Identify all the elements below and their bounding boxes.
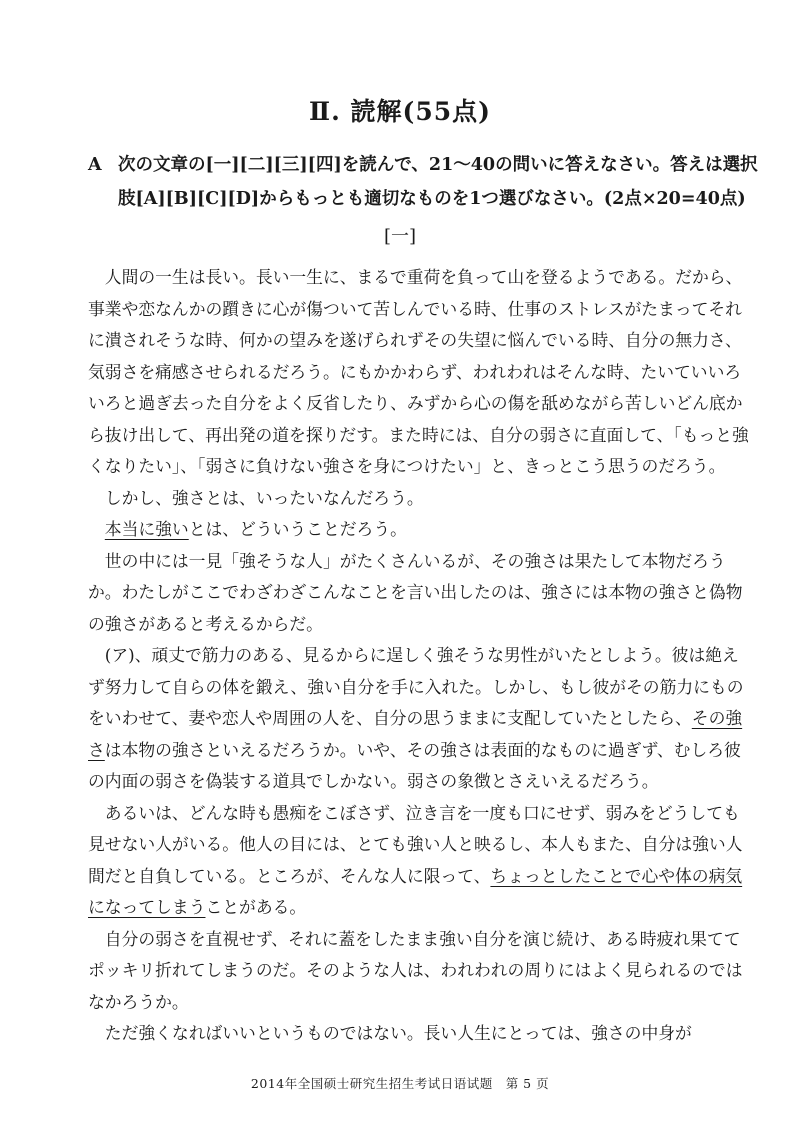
paragraph-2: しかし、強さとは、いったいなんだろう。 <box>104 487 424 508</box>
paragraph-7: 自分の弱さを直視せず、それに蓋をしたまま強い自分を演じ続け、ある時疲れ果ててポッキリ折れてしまうのだ。そのような人は、われわれの周りにはよく見られるのではなかろうか。 <box>88 928 743 1012</box>
paragraph-6-part-a: あるいは、どんな時も愚痴をこぼさず、泣き言を一度も口にせず、弱みをどうしても見せない人がいる。他人の目には、とても強い人と映るし、本人もまた、自分は強い人間だと自負している。ところが、そんな人に限って、 <box>88 802 743 886</box>
paragraph-5-part-b: は本物の強さといえるだろうか。いや、その強さは表面的なものに過ぎず、むしろ彼の内面の弱さを偽装する道具でしかない。弱さの象徴とさえいえるだろう。 <box>88 739 741 791</box>
paragraph-3-rest: とは、どういうことだろう。 <box>188 519 407 539</box>
underlined-phrase-2: その強さ <box>88 708 743 760</box>
paragraph-6 <box>88 798 750 924</box>
instruction-line-2: 肢[A][B][C][D]からもっとも適切なものを1つ選びなさい。(2点×20=40点) <box>118 189 746 209</box>
paragraph-8: ただ強くなればいいというものではない。長い人生にとっては、強さの中身が <box>104 1023 692 1043</box>
passage-marker: [一] <box>383 226 417 247</box>
underlined-phrase-3: ちょっとしたことで心や体の病気になってしまう <box>88 865 743 917</box>
section-title: Ⅱ. 読解(55点) <box>309 97 491 126</box>
paragraph-4: 世の中には一見「強そうな人」がたくさんいるが、その強さは果たして本物だろうか。わたしがここでわざわざこんなことを言い出したのは、強さには本物の強さと偽物の強さがあると考えるからだ。 <box>88 550 743 634</box>
paragraph-6-part-b: ことがある。 <box>205 897 307 917</box>
instruction-line-1: 次の文章の[一][二][三][四]を読んで、21～40の問いに答えなさい。答えは選択 <box>118 155 758 175</box>
paragraph-5-part-a: (ア)、頑丈で筋力のある、見るからに逞しく強そうな男性がいたとしよう。彼は絶えず努力して自らの体を鍛え、強い自分を手に入れた。しかし、もし彼がその筋力にものをいわせて、妻や恋人や周囲の人を、自分の思うままに支配していたとしたら、 <box>88 645 744 728</box>
paragraph-1: 人間の一生は長い。長い一生に、まるで重荷を負って山を登るようである。だから、事業や恋なんかの躓きに心が傷ついて苦しんでいる時、仕事のストレスがたまってそれに潰されそうな時、何かの望みを遂げられずその失望に悩んでいる時、自分の無力さ、気弱さを痛感させられるだろう。にもかかわらず、われわれはそんな時、たいていいろいろと過ぎ去った自分をよく反省したり、みずから心の傷を舐めながら苦しいどん底から抜け出して、再出発の道を探りだす。また時には、自分の弱さに直面して、「もっと強くなりたい」、「弱さに負けない強さを身につけたい」と、きっとこう思うのだろう。 <box>88 267 749 476</box>
page-footer: 2014年全国硕士研究生招生考试日语试题 第 5 页 <box>250 1076 550 1091</box>
underlined-phrase-1: 本当に強い <box>104 519 189 539</box>
paragraph-5 <box>88 640 750 798</box>
paragraph-3 <box>88 514 750 546</box>
question-label: A <box>88 155 102 175</box>
passage-body <box>88 262 750 1050</box>
question-instruction <box>88 148 758 216</box>
